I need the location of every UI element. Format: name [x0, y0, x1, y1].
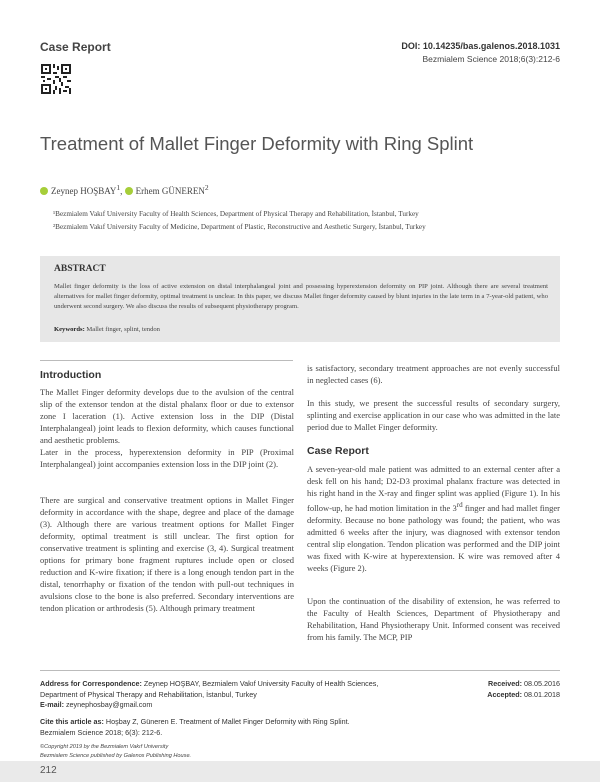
accepted-date: 08.01.2018 [522, 689, 560, 699]
keywords-label: Keywords: [54, 326, 85, 333]
orcid-icon[interactable] [40, 187, 48, 195]
intro-paragraph: The Mallet Finger deformity develops due to the avulsion of the central slip of the extensor tendon at the distal phalanx floor or due to extensor zone I laceration (1). Active extension loss in the DIP (Distal Interphalangeal) joint leads to flexion deformity, which causes functional and aesthetic problems. [40, 387, 294, 445]
case-paragraph [307, 463, 560, 574]
citation-block [40, 717, 350, 738]
case-text: A seven-year-old male patient was admitted to an external center after a desk fell on his hand; D2-D3 proximal phalanx fracture was detected in his right hand in the X-ray and finger splint was applied (Figure 1). In his follow-up, he had motion limitation in the 3 [307, 464, 560, 513]
cite-text: Hoşbay Z, Güneren E. Treatment of Mallet Finger Deformity with Ring Splint. [103, 717, 350, 726]
affiliation-item: ¹Bezmialem Vakıf University Faculty of Health Sciences, Department of Physical Therapy and Rehabilitation, İstanbul, Turkey [53, 210, 419, 218]
page-number: 212 [40, 765, 57, 776]
keywords-line [54, 326, 160, 333]
cite-text: Bezmialem Science 2018; 6(3): 212-6. [40, 727, 163, 737]
author-name: Erhem GÜNEREN [135, 186, 205, 196]
section-divider [40, 360, 293, 361]
author-list: Zeynep HOŞBAY$^1$, Erhem GÜNEREN$^2$ [40, 183, 209, 196]
journal-citation-line: Bezmialem Science 2018;6(3):212-6 [422, 54, 560, 64]
author-name: Zeynep HOŞBAY [51, 186, 117, 196]
author-affiliation-marker: 2 [204, 183, 209, 192]
page-footer-band [0, 761, 600, 782]
received-label: Received: [488, 679, 523, 688]
abstract-text: Mallet finger deformity is the loss of active extension on distal interphalangeal joint and possessing hyperextension deformity on PIP joint. Although there are several treatment alternatives for mallet finger deformity, optimal treatment is unclear. In this paper, we discuss Mallet finger deformity caused by blunt injuries in the late term in a 7-year-old patient, who underwent second surgery. We also discuss the results of subsequent physiotherapy program. [54, 283, 548, 311]
copyright-line: Bezmialem Science published by Galenos Publishing House. [40, 752, 192, 759]
intro-paragraph: In this study, we present the successful results of secondary surgery, splinting and exercise application in our case who was admitted in the late period due to Mallet Finger deformity. [307, 398, 560, 432]
intro-paragraph: There are surgical and conservative treatment options in Mallet Finger deformity in accordance with the shape, degree and place of the damage (3). Although there are various treatment options for Mallet Finger deformity, optimal treatment is still unclear. The first option for conservative treatment is splinting and exercise (3, 4). Surgical treatment options for primary bone fragment ruptures include open or closed reduction and K-wire fixation; if there is a long enough tendon part in the distal, tenorrhaphy or fixation of the tendon with pull-out techniques in avulsions close to the bone is also preferred. Secondary interventions are tendon plication or arthrodesis (5). Although primary treatment [40, 495, 294, 613]
article-type-label: Case Report [40, 40, 111, 54]
copyright-line: ©Copyright 2019 by the Bezmialem Vakıf University [40, 744, 169, 750]
doi-link[interactable]: DOI: 10.14235/bas.galenos.2018.1031 [401, 41, 560, 51]
case-report-heading: Case Report [307, 445, 369, 457]
correspondence-text: Zeynep HOŞBAY, Bezmialem Vakıf University Faculty of Health Sciences, [141, 679, 379, 688]
received-date: 08.05.2016 [522, 679, 560, 688]
copyright-notice [40, 743, 191, 760]
introduction-heading: Introduction [40, 369, 102, 381]
abstract-heading: ABSTRACT [54, 264, 106, 274]
intro-paragraph-continued: is satisfactory, secondary treatment approaches are not evenly successful in neglected cases (6). [307, 363, 560, 385]
correspondence-text: Department of Physical Therapy and Rehabilitation, İstanbul, Turkey [40, 689, 257, 699]
qr-code-icon [41, 64, 71, 94]
correspondence-label: Address for Correspondence: [40, 679, 142, 688]
intro-paragraph: Later in the process, hyperextension deformity in PIP (Proximal Interphalangeal) joint accompanies extension loss in the DIP joint (2). [40, 447, 294, 469]
author-affiliation-marker: 1 [116, 183, 121, 192]
cite-label: Cite this article as: [40, 717, 104, 726]
keywords-value: Mallet finger, splint, tendon [84, 326, 160, 333]
article-title: Treatment of Mallet Finger Deformity with Ring Splint [40, 133, 474, 154]
accepted-label: Accepted: [487, 689, 523, 699]
correspondence-block [40, 679, 378, 711]
ordinal-suffix: rd [456, 501, 463, 509]
email-label: E-mail: [40, 700, 64, 709]
doi-block [401, 40, 560, 66]
orcid-icon[interactable] [125, 187, 133, 195]
affiliation-list [53, 208, 426, 234]
case-text: finger and had mallet finger deformity. Because no bone pathology was found; the patient, who was admitted 6 weeks after the injury, was diagnosed with extensor tendon central slip elongation. Tendon plication was performed and the DIP joint was fixed with K-wire at hyperextension. K wire was removed after 4 weeks (Figure 2). [307, 502, 560, 573]
dates-block [487, 679, 560, 700]
email-link[interactable]: zeynephosbay@gmail.com [63, 700, 153, 709]
footer-divider [40, 670, 560, 671]
affiliation-item: ²Bezmialem Vakıf University Faculty of Medicine, Department of Plastic, Reconstructive and Aesthetic Surgery, İstanbul, Turkey [53, 223, 426, 231]
case-paragraph: Upon the continuation of the disability of extension, he was referred to the Faculty of Health Sciences, Department of Physiotherapy and Rehabilitation, Hand Physiotherapy Unit. Informed consent was received from his family. The MCP, PIP [307, 596, 560, 642]
